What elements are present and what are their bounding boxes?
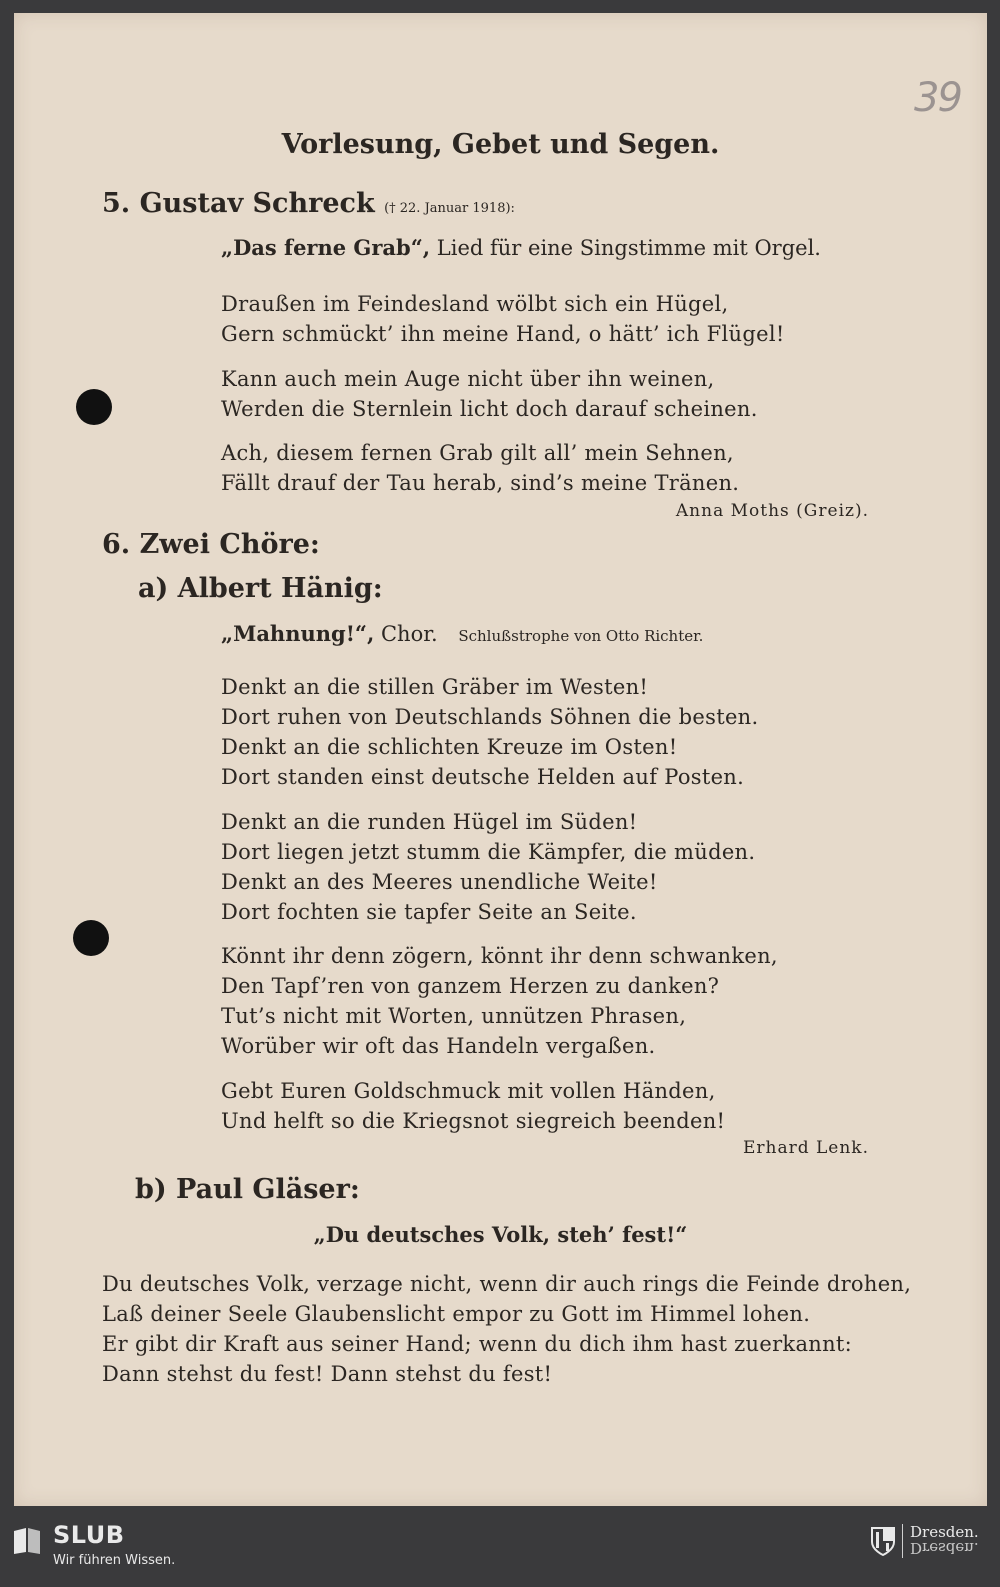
poem-line: Dort liegen jetzt stumm die Kämpfer, die müden. bbox=[221, 840, 756, 864]
dresden-logo-text[interactable]: Dresden. bbox=[910, 1523, 979, 1541]
poem-line: Ach, diesem fernen Grab gilt all’ mein Sehnen, bbox=[221, 441, 734, 465]
poem-line: Draußen im Feindesland wölbt sich ein Hügel, bbox=[221, 292, 729, 316]
poem-line: Dort fochten sie tapfer Seite an Seite. bbox=[221, 900, 637, 924]
slub-brand[interactable]: SLUB bbox=[53, 1521, 125, 1549]
poem-line: Kann auch mein Auge nicht über ihn weinen, bbox=[221, 367, 715, 391]
poem-line: Fällt drauf der Tau herab, sind’s meine Tränen. bbox=[221, 471, 740, 495]
poem-line: Dort ruhen von Deutschlands Söhnen die besten. bbox=[221, 705, 759, 729]
poem-line: Denkt an die schlichten Kreuze im Osten! bbox=[221, 735, 678, 759]
poem-line: Und helft so die Kriegsnot siegreich beenden! bbox=[221, 1109, 726, 1133]
section-5-work bbox=[221, 235, 821, 260]
section-6b-work-title: „Du deutsches Volk, steh’ fest!“ bbox=[313, 1222, 688, 1247]
book-icon[interactable] bbox=[12, 1525, 42, 1555]
section-5-composer: 5. Gustav Schreck bbox=[102, 188, 375, 219]
poem-line: Könnt ihr denn zögern, könnt ihr denn schwanken, bbox=[221, 944, 778, 968]
section-6-heading: 6. Zwei Chöre: bbox=[102, 529, 320, 560]
punch-hole-bottom bbox=[73, 920, 109, 956]
section-5-heading bbox=[102, 188, 515, 219]
page-title: Vorlesung, Gebet und Segen. bbox=[281, 129, 720, 160]
section-6a-heading: a) Albert Hänig: bbox=[138, 573, 383, 604]
document-page bbox=[14, 13, 987, 1506]
section-5-date: († 22. Januar 1918): bbox=[384, 201, 515, 216]
poem-line: Tut’s nicht mit Worten, unnützen Phrasen, bbox=[221, 1004, 687, 1028]
logo-divider bbox=[902, 1524, 903, 1558]
section-6a-work-type: Chor. bbox=[380, 622, 438, 646]
section-5-work-desc: Lied für eine Singstimme mit Orgel. bbox=[436, 236, 821, 260]
section-5-work-title: „Das ferne Grab“, bbox=[221, 235, 431, 260]
section-5-author: Anna Moths (Greiz). bbox=[675, 501, 869, 521]
section-6b-heading: b) Paul Gläser: bbox=[135, 1174, 360, 1205]
poem-line: Laß deiner Seele Glaubenslicht empor zu Gott im Himmel lohen. bbox=[102, 1302, 811, 1326]
poem-line: Dort standen einst deutsche Helden auf Posten. bbox=[221, 765, 745, 789]
section-6a-work bbox=[221, 621, 703, 646]
poem-line: Er gibt dir Kraft aus seiner Hand; wenn du dich ihm hast zuerkannt: bbox=[102, 1332, 853, 1356]
poem-line: Denkt an die runden Hügel im Süden! bbox=[221, 810, 638, 834]
poem-line: Denkt an die stillen Gräber im Westen! bbox=[221, 675, 649, 699]
poem-line: Den Tapf’ren von ganzem Herzen zu danken? bbox=[221, 974, 720, 998]
section-6a-note: Schlußstrophe von Otto Richter. bbox=[458, 627, 704, 645]
poem-line: Gern schmückt’ ihn meine Hand, o hätt’ ich Flügel! bbox=[221, 322, 785, 346]
punch-hole-top bbox=[76, 389, 112, 425]
poem-line: Denkt an des Meeres unendliche Weite! bbox=[221, 870, 658, 894]
poem-line: Du deutsches Volk, verzage nicht, wenn dir auch rings die Feinde drohen, bbox=[102, 1272, 912, 1296]
slub-tagline: Wir führen Wissen. bbox=[53, 1553, 176, 1568]
poem-line: Dann stehst du fest! Dann stehst du fest! bbox=[102, 1362, 553, 1386]
page-number: 39 bbox=[914, 75, 961, 121]
dresden-logo-reflection: Dresden. bbox=[910, 1539, 979, 1557]
poem-line: Werden die Sternlein licht doch darauf scheinen. bbox=[221, 397, 758, 421]
section-6a-work-title: „Mahnung!“, bbox=[221, 621, 375, 646]
viewer-footer bbox=[0, 1518, 1000, 1587]
section-6a-author: Erhard Lenk. bbox=[742, 1138, 869, 1158]
poem-line: Gebt Euren Goldschmuck mit vollen Händen, bbox=[221, 1079, 716, 1103]
dresden-coat-of-arms-icon[interactable] bbox=[870, 1526, 896, 1556]
poem-line: Worüber wir oft das Handeln vergaßen. bbox=[221, 1034, 656, 1058]
